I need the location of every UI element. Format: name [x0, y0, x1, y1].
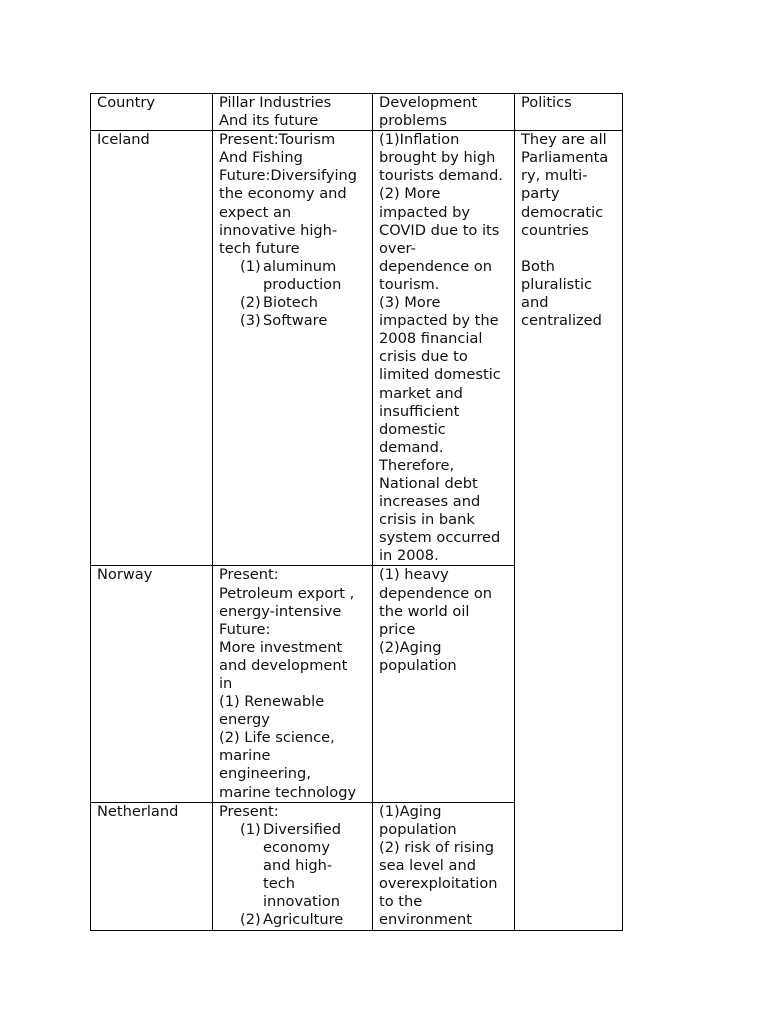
header-country-text: Country	[97, 94, 155, 111]
header-politics	[515, 94, 623, 131]
problem-line: (2) More	[379, 185, 441, 203]
problem-line: dependence on	[379, 257, 493, 275]
problem-line: Therefore,	[379, 456, 455, 474]
pillar-line: Future:Diversifying	[219, 167, 358, 185]
pillar-line: energy	[219, 711, 270, 729]
country-cell	[91, 802, 213, 930]
problems-cell	[373, 802, 515, 930]
politics-line: Parliamenta	[521, 149, 609, 167]
list-item	[219, 911, 370, 929]
problem-line: domestic	[379, 420, 446, 438]
header-row	[91, 94, 623, 131]
header-pillar-line-1: Pillar Industries	[219, 94, 332, 111]
list-text: tech	[263, 875, 295, 893]
header-country	[91, 94, 213, 131]
problem-line: price	[379, 620, 416, 638]
problem-line: (3) More	[379, 294, 441, 312]
problem-line: 2008 financial	[379, 330, 483, 348]
problem-line: limited domestic	[379, 366, 501, 384]
problem-line: population	[379, 656, 457, 674]
problem-line: over-	[379, 239, 416, 257]
pillar-line: engineering,	[219, 765, 311, 783]
problem-line: brought by high	[379, 149, 496, 167]
problem-line: market and	[379, 384, 463, 402]
pillar-line: Present:	[219, 566, 279, 584]
problem-line: National debt	[379, 474, 478, 492]
problem-line: environment	[379, 911, 472, 929]
pillar-line: energy-intensive	[219, 602, 342, 620]
list-number: (2)	[240, 911, 261, 929]
problem-line: increases and	[379, 493, 481, 511]
list-text: Software	[263, 312, 328, 330]
politics-line: They are all	[521, 131, 607, 149]
pillar-line: in	[219, 675, 233, 692]
list-text: Diversified	[263, 820, 341, 838]
comparison-table	[90, 93, 623, 931]
list-number: (1)	[240, 257, 261, 275]
table-row	[91, 131, 623, 566]
list-item	[219, 258, 370, 294]
problem-line: (2)Aging	[379, 638, 442, 656]
problem-line: in 2008.	[379, 547, 439, 565]
list-number: (1)	[240, 820, 261, 838]
problem-line: the world oil	[379, 602, 470, 620]
header-politics-text: Politics	[521, 94, 572, 111]
pillar-line: And Fishing	[219, 149, 303, 167]
pillar-line: Petroleum export ,	[219, 584, 355, 602]
pillar-line: tech future	[219, 239, 300, 257]
list-text: aluminum	[263, 257, 337, 275]
list-text: production	[263, 275, 342, 293]
problem-line: (1)Aging	[379, 802, 442, 820]
problem-line: tourists demand.	[379, 167, 504, 185]
problem-line: to the	[379, 893, 423, 911]
pillar-line: marine	[219, 747, 271, 765]
problem-line: insufficient	[379, 402, 460, 420]
politics-line: democratic	[521, 203, 604, 221]
list-number: (2)	[240, 294, 261, 312]
politics-blank-line	[521, 240, 620, 258]
country-cell	[91, 566, 213, 802]
list-text: Biotech	[263, 294, 318, 312]
list-text: and high-	[263, 856, 333, 874]
problem-line: population	[379, 820, 457, 838]
header-problems	[373, 94, 515, 131]
politics-line: pluralistic	[521, 275, 593, 293]
problem-line: demand.	[379, 438, 444, 456]
list-item	[219, 312, 370, 330]
politics-line: countries	[521, 221, 589, 239]
pillar-line: the economy and	[219, 185, 347, 203]
header-pillar	[213, 94, 373, 131]
list-text: economy	[263, 838, 330, 856]
list-text: innovation	[263, 893, 341, 911]
pillar-line: Future:	[219, 620, 271, 638]
problem-line: impacted by the	[379, 312, 499, 330]
list-item	[219, 821, 370, 911]
problem-line: overexploitation	[379, 875, 498, 893]
pillar-line: Present:Tourism	[219, 131, 336, 149]
problem-line: (1) heavy	[379, 566, 449, 584]
pillar-cell	[213, 131, 373, 566]
problem-line: impacted by	[379, 203, 471, 221]
pillar-cell	[213, 802, 373, 930]
pillar-line: Present:	[219, 802, 279, 820]
pillar-line: (2) Life science,	[219, 729, 335, 747]
country-name: Norway	[97, 566, 153, 584]
pillar-line: expect an	[219, 203, 292, 221]
problem-line: (2) risk of rising	[379, 838, 494, 856]
country-cell	[91, 131, 213, 566]
politics-line: ry, multi-	[521, 167, 588, 185]
problems-cell	[373, 131, 515, 566]
pillar-line: innovative high-	[219, 221, 338, 239]
list-item	[219, 294, 370, 312]
problem-line: tourism.	[379, 275, 440, 293]
politics-line: party	[521, 185, 560, 203]
politics-line: centralized	[521, 312, 602, 330]
country-name: Iceland	[97, 131, 150, 149]
problem-line: crisis due to	[379, 348, 468, 366]
problems-cell	[373, 566, 515, 802]
list-number: (3)	[240, 312, 261, 330]
list-text: Agriculture	[263, 911, 344, 929]
problem-line: crisis in bank	[379, 511, 475, 529]
pillar-line: More investment	[219, 638, 343, 656]
header-problems-line-2: problems	[379, 112, 447, 130]
problem-line: dependence on	[379, 584, 493, 602]
header-pillar-line-2: And its future	[219, 112, 319, 130]
pillar-line: marine technology	[219, 783, 357, 801]
politics-cell	[515, 131, 623, 930]
politics-line: Both	[521, 257, 555, 275]
problem-line: COVID due to its	[379, 221, 500, 239]
problem-line: (1)Inflation	[379, 131, 460, 149]
problem-line: sea level and	[379, 856, 476, 874]
header-problems-line-1: Development	[379, 94, 478, 111]
problem-line: system occurred	[379, 529, 501, 547]
pillar-line: (1) Renewable	[219, 693, 325, 711]
pillar-cell	[213, 566, 373, 802]
politics-line: and	[521, 294, 549, 312]
country-name: Netherland	[97, 802, 179, 820]
pillar-line: and development	[219, 656, 348, 674]
